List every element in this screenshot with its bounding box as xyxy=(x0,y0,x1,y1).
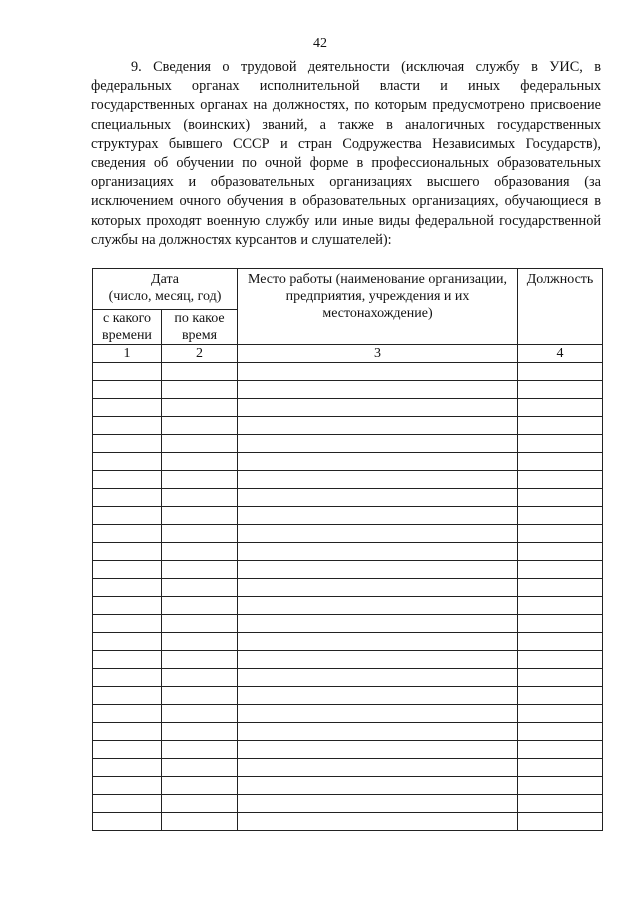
table-row xyxy=(93,381,603,399)
table-cell[interactable] xyxy=(93,579,162,597)
table-cell[interactable] xyxy=(518,507,603,525)
table-cell[interactable] xyxy=(93,399,162,417)
table-cell[interactable] xyxy=(162,651,238,669)
table-row xyxy=(93,471,603,489)
table-row xyxy=(93,579,603,597)
table-cell[interactable] xyxy=(162,417,238,435)
to-date-header: по какое время xyxy=(162,310,238,345)
work-history-table xyxy=(92,268,603,831)
date-header-title: Дата xyxy=(151,272,179,287)
table-cell[interactable] xyxy=(93,705,162,723)
table-cell[interactable] xyxy=(238,453,518,471)
table-cell[interactable] xyxy=(93,723,162,741)
table-cell[interactable] xyxy=(518,597,603,615)
table-row xyxy=(93,777,603,795)
table-cell[interactable] xyxy=(518,741,603,759)
table-cell[interactable] xyxy=(518,453,603,471)
table-row xyxy=(93,687,603,705)
page-number: 42 xyxy=(313,36,327,51)
table-row xyxy=(93,597,603,615)
position-header: Должность xyxy=(518,269,603,345)
table-row xyxy=(93,543,603,561)
table-cell[interactable] xyxy=(93,489,162,507)
table-cell[interactable] xyxy=(238,687,518,705)
table-cell[interactable] xyxy=(238,597,518,615)
table-cell[interactable] xyxy=(162,399,238,417)
table-cell[interactable] xyxy=(93,525,162,543)
table-cell[interactable] xyxy=(162,687,238,705)
table-cell[interactable] xyxy=(93,615,162,633)
section-intro-text: 9. Сведения о трудовой деятельности (исключая службу в УИС, в федеральных органах исполнительной власти и иных федеральных государственных органах на должностях, по которым предусмотрено присвоение специальных (воинских) званий, а также в аналогичных государственных структурах бывшего СССР и стран Содружества Независимых Государств), сведения об обучении по очной форме в профессиональных образовательных организациях и образовательных организациях высшего образования (за исключением очного обучения в образовательных организациях, обучающиеся в которых проходят военную службу или иные виды федеральной государственной службы на должностях курсантов и слушателей): xyxy=(91,59,601,248)
table-cell[interactable] xyxy=(238,759,518,777)
table-cell[interactable] xyxy=(93,669,162,687)
table-cell[interactable] xyxy=(518,651,603,669)
table-cell[interactable] xyxy=(518,669,603,687)
table-cell[interactable] xyxy=(162,363,238,381)
table-cell[interactable] xyxy=(238,669,518,687)
table-cell[interactable] xyxy=(93,633,162,651)
table-cell[interactable] xyxy=(518,543,603,561)
table-row xyxy=(93,705,603,723)
table-row xyxy=(93,723,603,741)
table-cell[interactable] xyxy=(93,687,162,705)
table-cell[interactable] xyxy=(518,723,603,741)
table-cell[interactable] xyxy=(518,399,603,417)
table-cell[interactable] xyxy=(93,795,162,813)
table-cell[interactable] xyxy=(162,633,238,651)
table-cell[interactable] xyxy=(518,777,603,795)
table-cell[interactable] xyxy=(238,795,518,813)
table-row xyxy=(93,633,603,651)
table-row xyxy=(93,561,603,579)
table-cell[interactable] xyxy=(518,489,603,507)
table-cell[interactable] xyxy=(518,417,603,435)
table-cell[interactable] xyxy=(93,561,162,579)
table-cell[interactable] xyxy=(238,507,518,525)
table-cell[interactable] xyxy=(518,435,603,453)
table-row xyxy=(93,363,603,381)
table-cell[interactable] xyxy=(238,489,518,507)
table-cell[interactable] xyxy=(518,363,603,381)
table-cell[interactable] xyxy=(238,435,518,453)
date-header-subtitle: (число, месяц, год) xyxy=(108,289,222,304)
table-cell[interactable] xyxy=(162,615,238,633)
table-cell[interactable] xyxy=(238,399,518,417)
table-cell[interactable] xyxy=(93,471,162,489)
table-cell[interactable] xyxy=(238,615,518,633)
table-cell[interactable] xyxy=(518,705,603,723)
date-header xyxy=(93,269,238,310)
column-number-row xyxy=(93,345,603,363)
table-cell[interactable] xyxy=(518,633,603,651)
table-cell[interactable] xyxy=(518,759,603,777)
column-number: 3 xyxy=(238,345,518,363)
table-cell[interactable] xyxy=(238,651,518,669)
table-cell[interactable] xyxy=(518,525,603,543)
table-cell[interactable] xyxy=(518,471,603,489)
table-cell[interactable] xyxy=(93,507,162,525)
table-cell[interactable] xyxy=(162,435,238,453)
table-cell[interactable] xyxy=(93,453,162,471)
table-cell[interactable] xyxy=(162,489,238,507)
place-header: Место работы (наименование организации, предприятия, учреждения и их местонахождение) xyxy=(238,269,518,345)
table-cell[interactable] xyxy=(162,543,238,561)
table-cell[interactable] xyxy=(93,381,162,399)
table-cell[interactable] xyxy=(93,651,162,669)
table-row xyxy=(93,417,603,435)
table-cell[interactable] xyxy=(162,507,238,525)
table-row xyxy=(93,399,603,417)
table-cell[interactable] xyxy=(238,363,518,381)
table-cell[interactable] xyxy=(162,381,238,399)
table-cell[interactable] xyxy=(238,705,518,723)
table-cell[interactable] xyxy=(518,615,603,633)
table-cell[interactable] xyxy=(238,525,518,543)
table-cell[interactable] xyxy=(518,795,603,813)
table-cell[interactable] xyxy=(518,813,603,831)
column-number: 2 xyxy=(162,345,238,363)
table-cell[interactable] xyxy=(93,597,162,615)
table-cell[interactable] xyxy=(238,741,518,759)
table-cell[interactable] xyxy=(518,561,603,579)
table-cell[interactable] xyxy=(162,705,238,723)
table-cell[interactable] xyxy=(518,687,603,705)
table-row xyxy=(93,795,603,813)
table-cell[interactable] xyxy=(238,579,518,597)
table-cell[interactable] xyxy=(162,777,238,795)
table-cell[interactable] xyxy=(162,813,238,831)
table-cell[interactable] xyxy=(93,435,162,453)
column-number: 4 xyxy=(518,345,603,363)
table-row xyxy=(93,507,603,525)
table-cell[interactable] xyxy=(518,579,603,597)
table-row xyxy=(93,615,603,633)
table-cell[interactable] xyxy=(93,741,162,759)
table-row xyxy=(93,651,603,669)
table-cell[interactable] xyxy=(238,471,518,489)
empty-rows xyxy=(93,363,603,831)
table-cell[interactable] xyxy=(162,741,238,759)
table-row xyxy=(93,489,603,507)
table-cell[interactable] xyxy=(162,471,238,489)
table-row xyxy=(93,525,603,543)
table-cell[interactable] xyxy=(238,561,518,579)
table-cell[interactable] xyxy=(93,759,162,777)
table-cell[interactable] xyxy=(238,777,518,795)
table-cell[interactable] xyxy=(162,525,238,543)
table-row xyxy=(93,741,603,759)
table-cell[interactable] xyxy=(93,777,162,795)
table-header-row xyxy=(93,269,603,310)
table-cell[interactable] xyxy=(162,723,238,741)
table-cell[interactable] xyxy=(93,813,162,831)
table-cell[interactable] xyxy=(238,813,518,831)
table-cell[interactable] xyxy=(162,759,238,777)
column-number: 1 xyxy=(93,345,162,363)
from-date-header: с какого времени xyxy=(93,310,162,345)
table-cell[interactable] xyxy=(238,381,518,399)
table-row xyxy=(93,813,603,831)
table-cell[interactable] xyxy=(162,669,238,687)
table-cell[interactable] xyxy=(238,417,518,435)
table-cell[interactable] xyxy=(238,723,518,741)
table-cell[interactable] xyxy=(93,363,162,381)
table-row xyxy=(93,453,603,471)
table-row xyxy=(93,759,603,777)
table-cell[interactable] xyxy=(93,543,162,561)
table-cell[interactable] xyxy=(518,381,603,399)
table-cell[interactable] xyxy=(162,795,238,813)
table-cell[interactable] xyxy=(162,579,238,597)
table-row xyxy=(93,669,603,687)
table-cell[interactable] xyxy=(162,453,238,471)
table-cell[interactable] xyxy=(162,561,238,579)
table-row xyxy=(93,435,603,453)
table-cell[interactable] xyxy=(93,417,162,435)
table-cell[interactable] xyxy=(238,633,518,651)
table-cell[interactable] xyxy=(162,597,238,615)
table-cell[interactable] xyxy=(238,543,518,561)
